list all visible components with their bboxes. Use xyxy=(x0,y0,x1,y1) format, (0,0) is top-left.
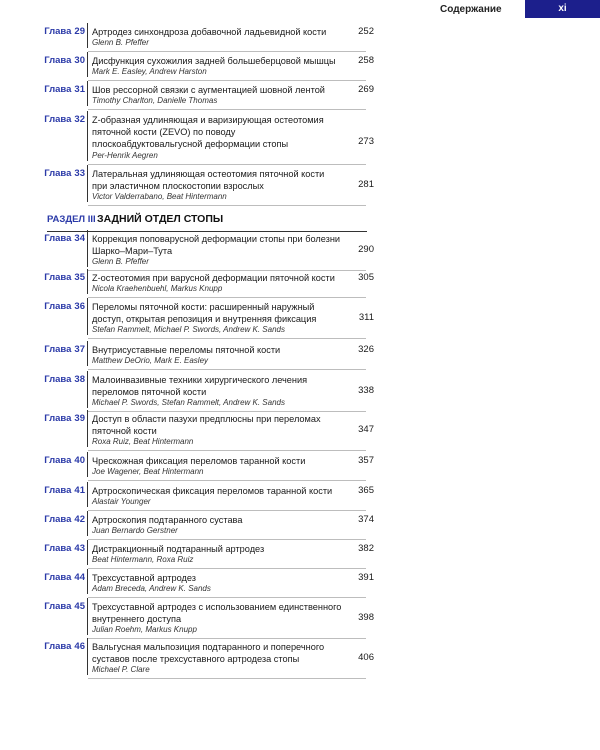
chapter-number: 39 xyxy=(74,413,85,424)
chapter-number: 41 xyxy=(74,485,85,496)
chapter-number: 30 xyxy=(74,55,85,66)
chapter-title-text: Малоинвазивные техники хирургического лечения переломов пяточной кости xyxy=(92,375,308,398)
chapter-label xyxy=(44,272,85,283)
chapter-label xyxy=(44,543,85,554)
chapter-label xyxy=(44,84,85,95)
entry-divider xyxy=(88,638,366,639)
vertical-rule xyxy=(87,410,88,447)
chapter-title-text: Трехсуставной артродез с использованием единственного внутреннего доступа xyxy=(92,602,342,625)
chapter-title-text: Переломы пяточной кости: расширенный наружный доступ, открытая репозиция и внутренняя фиксация xyxy=(92,302,317,325)
entry-divider xyxy=(88,480,366,481)
vertical-rule xyxy=(87,111,88,161)
entry-divider xyxy=(88,450,366,451)
chapter-label xyxy=(44,55,85,66)
chapter-word: Глава xyxy=(44,485,72,496)
chapter-label xyxy=(44,26,85,37)
page-number: 269 xyxy=(358,84,374,95)
entry-divider xyxy=(88,338,366,339)
chapter-word: Глава xyxy=(44,514,72,525)
chapter-number: 31 xyxy=(74,84,85,95)
chapter-authors: Juan Bernardo Gerstner xyxy=(92,526,178,536)
chapter-title-text: Z-образная удлиняющая и варизирующая остеотомия пяточной кости (ZEVO) по поводу плоскоабдуктовальгусной деформации стопы xyxy=(92,115,324,150)
page-number: 382 xyxy=(358,543,374,554)
chapter-number: 45 xyxy=(74,601,85,612)
vertical-rule xyxy=(87,540,88,565)
chapter-title-text: Доступ в области пазухи предплюсны при переломах пяточной кости xyxy=(92,414,321,437)
chapter-authors: Michael P. Swords, Stefan Rammelt, Andrew K. Sands xyxy=(92,398,285,408)
chapter-authors: Julian Roehm, Markus Knupp xyxy=(92,625,197,635)
page-number: 357 xyxy=(358,455,374,466)
chapter-authors: Nicola Kraehenbuehl, Markus Knupp xyxy=(92,284,223,294)
chapter-label xyxy=(44,641,85,652)
entry-divider xyxy=(88,539,366,540)
chapter-label xyxy=(44,374,85,385)
vertical-rule xyxy=(87,482,88,507)
chapter-title xyxy=(92,641,342,675)
page-number: 326 xyxy=(358,344,374,355)
chapter-number: 38 xyxy=(74,374,85,385)
vertical-rule xyxy=(87,165,88,202)
chapter-title-text: Чрескожная фиксация переломов таранной кости xyxy=(92,456,306,466)
entry-divider xyxy=(88,80,366,81)
chapter-word: Глава xyxy=(44,168,72,179)
chapter-authors: Joe Wagener, Beat Hintermann xyxy=(92,467,204,477)
chapter-title-text: Z-остеотомия при варусной деформации пяточной кости xyxy=(92,273,335,283)
chapter-word: Глава xyxy=(44,413,72,424)
page-number: 305 xyxy=(358,272,374,283)
chapter-authors: Mark E. Easley, Andrew Harston xyxy=(92,67,207,77)
chapter-number: 36 xyxy=(74,301,85,312)
vertical-rule xyxy=(87,452,88,477)
chapter-title xyxy=(92,572,342,594)
entry-divider xyxy=(88,164,366,165)
chapter-authors: Adam Breceda, Andrew K. Sands xyxy=(92,584,211,594)
page-number: 398 xyxy=(358,612,374,623)
chapter-authors: Stefan Rammelt, Michael P. Swords, Andrew K. Sands xyxy=(92,325,285,335)
chapter-label xyxy=(44,168,85,179)
chapter-title xyxy=(92,543,342,565)
chapter-number: 35 xyxy=(74,272,85,283)
chapter-label xyxy=(44,514,85,525)
chapter-word: Глава xyxy=(44,601,72,612)
chapter-word: Глава xyxy=(44,374,72,385)
chapter-label xyxy=(44,301,85,312)
chapter-word: Глава xyxy=(44,344,72,355)
chapter-number: 42 xyxy=(74,514,85,525)
page-number: 365 xyxy=(358,485,374,496)
vertical-rule xyxy=(87,230,88,267)
vertical-rule xyxy=(87,638,88,675)
chapter-number: 34 xyxy=(74,233,85,244)
chapter-word: Глава xyxy=(44,233,72,244)
chapter-number: 33 xyxy=(74,168,85,179)
chapter-number: 46 xyxy=(74,641,85,652)
chapter-word: Глава xyxy=(44,572,72,583)
chapter-label xyxy=(44,485,85,496)
chapter-word: Глава xyxy=(44,455,72,466)
chapter-title xyxy=(92,601,342,635)
page-number: 406 xyxy=(358,652,374,663)
chapter-label xyxy=(44,572,85,583)
chapter-title xyxy=(92,272,342,294)
chapter-label xyxy=(44,114,85,125)
entry-divider xyxy=(88,205,366,206)
chapter-authors: Matthew DeOrio, Mark E. Easley xyxy=(92,356,209,366)
chapter-authors: Per-Henrik Aegren xyxy=(92,150,158,160)
chapter-title-text: Шов рессорной связки с аугментацией шовной лентой xyxy=(92,85,325,95)
entry-divider xyxy=(88,597,366,598)
chapter-authors: Michael P. Clare xyxy=(92,665,150,675)
chapter-word: Глава xyxy=(44,55,72,66)
chapter-number: 29 xyxy=(74,26,85,37)
vertical-rule xyxy=(87,298,88,335)
section-title: ЗАДНИЙ ОТДЕЛ СТОПЫ xyxy=(97,213,224,225)
chapter-number: 44 xyxy=(74,572,85,583)
entry-divider xyxy=(88,369,366,370)
chapter-word: Глава xyxy=(44,26,72,37)
chapter-authors: Glenn B. Pfeffer xyxy=(92,257,149,267)
chapter-title xyxy=(92,455,342,477)
vertical-rule xyxy=(87,569,88,594)
chapter-title-text: Латеральная удлиняющая остеотомия пяточной кости при эластичном плоскостопии взрослых xyxy=(92,169,325,192)
entry-divider xyxy=(88,109,366,110)
vertical-rule xyxy=(87,81,88,106)
chapter-label xyxy=(44,601,85,612)
chapter-title-text: Артроскопия подтаранного сустава xyxy=(92,515,243,525)
chapter-title xyxy=(92,485,342,507)
vertical-rule xyxy=(87,511,88,536)
page-number: 311 xyxy=(358,312,374,323)
chapter-title-text: Артроскопическая фиксация переломов таранной кости xyxy=(92,486,333,496)
chapter-label xyxy=(44,413,85,424)
chapter-title xyxy=(92,168,342,202)
vertical-rule xyxy=(87,371,88,408)
entry-divider xyxy=(88,678,366,679)
page-number: 281 xyxy=(358,179,374,190)
vertical-rule xyxy=(87,52,88,77)
page-number: 258 xyxy=(358,55,374,66)
chapter-word: Глава xyxy=(44,543,72,554)
chapter-title xyxy=(92,413,342,447)
chapter-word: Глава xyxy=(44,272,72,283)
chapter-title xyxy=(92,344,342,366)
chapter-authors: Beat Hintermann, Roxa Ruiz xyxy=(92,555,194,565)
chapter-title xyxy=(92,84,342,106)
entry-divider xyxy=(88,510,366,511)
chapter-title-text: Внутрисуставные переломы пяточной кости xyxy=(92,345,281,355)
chapter-title xyxy=(92,514,342,536)
chapter-word: Глава xyxy=(44,641,72,652)
chapter-label xyxy=(44,455,85,466)
running-header-title: Содержание xyxy=(440,4,502,15)
page-number: 338 xyxy=(358,385,374,396)
entry-divider xyxy=(88,51,366,52)
vertical-rule xyxy=(87,23,88,48)
chapter-number: 32 xyxy=(74,114,85,125)
page-number: 391 xyxy=(358,572,374,583)
page-number: 252 xyxy=(358,26,374,37)
chapter-number: 40 xyxy=(74,455,85,466)
chapter-title xyxy=(92,55,342,77)
chapter-label xyxy=(44,344,85,355)
chapter-authors: Glenn B. Pfeffer xyxy=(92,38,149,48)
chapter-title-text: Трехсуставной артродез xyxy=(92,573,196,583)
chapter-title-text: Артродез синхондроза добавочной ладьевидной кости xyxy=(92,27,327,37)
chapter-title xyxy=(92,374,342,408)
entry-divider xyxy=(88,297,366,298)
chapter-authors: Roxa Ruiz, Beat Hintermann xyxy=(92,437,194,447)
chapter-label xyxy=(44,233,85,244)
vertical-rule xyxy=(87,598,88,635)
section-heading xyxy=(47,213,367,232)
chapter-title-text: Дистракционный подтаранный артродез xyxy=(92,544,265,554)
chapter-authors: Timothy Charlton, Danielle Thomas xyxy=(92,96,218,106)
chapter-number: 37 xyxy=(74,344,85,355)
chapter-authors: Alastair Younger xyxy=(92,497,151,507)
entry-divider xyxy=(88,568,366,569)
chapter-title-text: Вальгусная мальпозиция подтаранного и поперечного суставов после трехсуставного артродеза стопы xyxy=(92,642,325,665)
chapter-word: Глава xyxy=(44,114,72,125)
page-number: 273 xyxy=(358,136,374,147)
chapter-authors: Victor Valderrabano, Beat Hintermann xyxy=(92,192,227,202)
chapter-word: Глава xyxy=(44,301,72,312)
page-number-tab: xi xyxy=(525,0,600,18)
chapter-title xyxy=(92,301,342,335)
vertical-rule xyxy=(87,269,88,294)
page-number: 347 xyxy=(358,424,374,435)
section-label: РАЗДЕЛ III xyxy=(47,214,96,225)
chapter-title xyxy=(92,233,342,267)
page-number: 374 xyxy=(358,514,374,525)
chapter-word: Глава xyxy=(44,84,72,95)
chapter-title-text: Дисфункция сухожилия задней большеберцовой мышцы xyxy=(92,56,336,66)
chapter-title xyxy=(92,26,342,48)
chapter-title xyxy=(92,114,342,161)
vertical-rule xyxy=(87,341,88,366)
chapter-title-text: Коррекция поповарусной деформации стопы при болезни Шарко–Мари–Тута xyxy=(92,234,341,257)
page-number: 290 xyxy=(358,244,374,255)
chapter-number: 43 xyxy=(74,543,85,554)
